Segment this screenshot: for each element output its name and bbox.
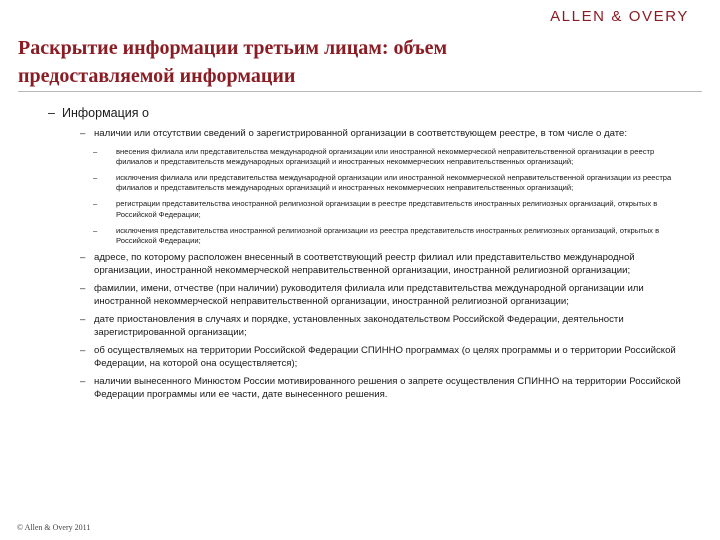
dash-marker: – bbox=[80, 314, 86, 326]
list-item-text: дате приостановления в случаях и порядке, установленных законодательством Российской Федерации, деятельности зарегистрированной организации; bbox=[94, 314, 624, 338]
dash-marker: – bbox=[93, 172, 98, 182]
list-item bbox=[80, 283, 694, 308]
sub-list-item-text: исключения филиала или представительства международной организации или иностранной некоммерческой неправительственной организации из реестра филиалов и представительств международных организаций и иностранных некоммерческих неправительственных организаций; bbox=[116, 172, 672, 193]
list-item bbox=[80, 345, 694, 370]
list-item bbox=[80, 252, 694, 277]
sub-list-item-text: регистрации представительства иностранной религиозной организации в реестре представительств иностранных религиозных организаций, открытых в Российской Федерации; bbox=[116, 199, 658, 219]
sub-list-item bbox=[93, 173, 672, 193]
dash-marker: – bbox=[80, 128, 86, 139]
sub-list-item bbox=[93, 147, 672, 167]
list-item bbox=[80, 376, 694, 401]
sub-list-item bbox=[93, 199, 672, 219]
bullet-list bbox=[0, 105, 720, 407]
dash-marker: – bbox=[80, 283, 86, 295]
dash-marker: – bbox=[93, 225, 98, 235]
list-item bbox=[80, 128, 694, 141]
list-item bbox=[80, 314, 694, 339]
list-item-text: фамилии, имени, отчестве (при наличии) руководителя филиала или представительства международной организации или иностранной некоммерческой неправительственной организации, иностранной религиозной организации; bbox=[94, 283, 644, 307]
sub-list-item bbox=[93, 226, 672, 246]
dash-marker: – bbox=[48, 106, 55, 120]
dash-marker: – bbox=[93, 146, 98, 156]
sub-list-item-text: внесения филиала или представительства международной организации или иностранной некоммерческой неправительственной организации в реестр филиалов и представительств международных организаций и иностранных некоммерческих неправительственных организаций; bbox=[116, 146, 655, 166]
copyright-footer: © Allen & Overy 2011 bbox=[17, 523, 91, 532]
dash-marker: – bbox=[80, 345, 86, 357]
intro-text: Информация о bbox=[62, 106, 149, 120]
title-divider bbox=[18, 91, 702, 92]
company-logo: ALLEN & OVERY bbox=[550, 8, 689, 25]
dash-marker: – bbox=[80, 376, 86, 388]
list-item-text: об осуществляемых на территории Российской Федерации СПИННО программах (о целях программы и о территории Российской Федерации, на которой она осуществляется); bbox=[94, 345, 676, 369]
dash-marker: – bbox=[93, 199, 98, 209]
slide-title: Раскрытие информации третьим лицам: объем предоставляемой информации bbox=[18, 37, 448, 87]
list-item-text: наличии или отсутствии сведений о зарегистрированной организации в соответствующем реестре, в том числе о дате: bbox=[94, 128, 627, 139]
intro-bullet bbox=[48, 105, 720, 121]
list-item-text: адресе, по которому расположен внесенный в соответствующий реестр филиал или представительство международной организации, иностранной некоммерческой неправительственной организации, иностранной религиозной организации; bbox=[94, 252, 635, 276]
list-item-text: наличии вынесенного Минюстом России мотивированного решения о запрете осуществления СПИННО на территории Российской Федерации программы или ее части, дате вынесенного решения. bbox=[94, 376, 681, 400]
dash-marker: – bbox=[80, 252, 86, 264]
sub-list-item-text: исключения представительства иностранной религиозной организации из реестра представительств иностранных религиозных организаций, открытых в Российской Федерации; bbox=[116, 225, 660, 245]
